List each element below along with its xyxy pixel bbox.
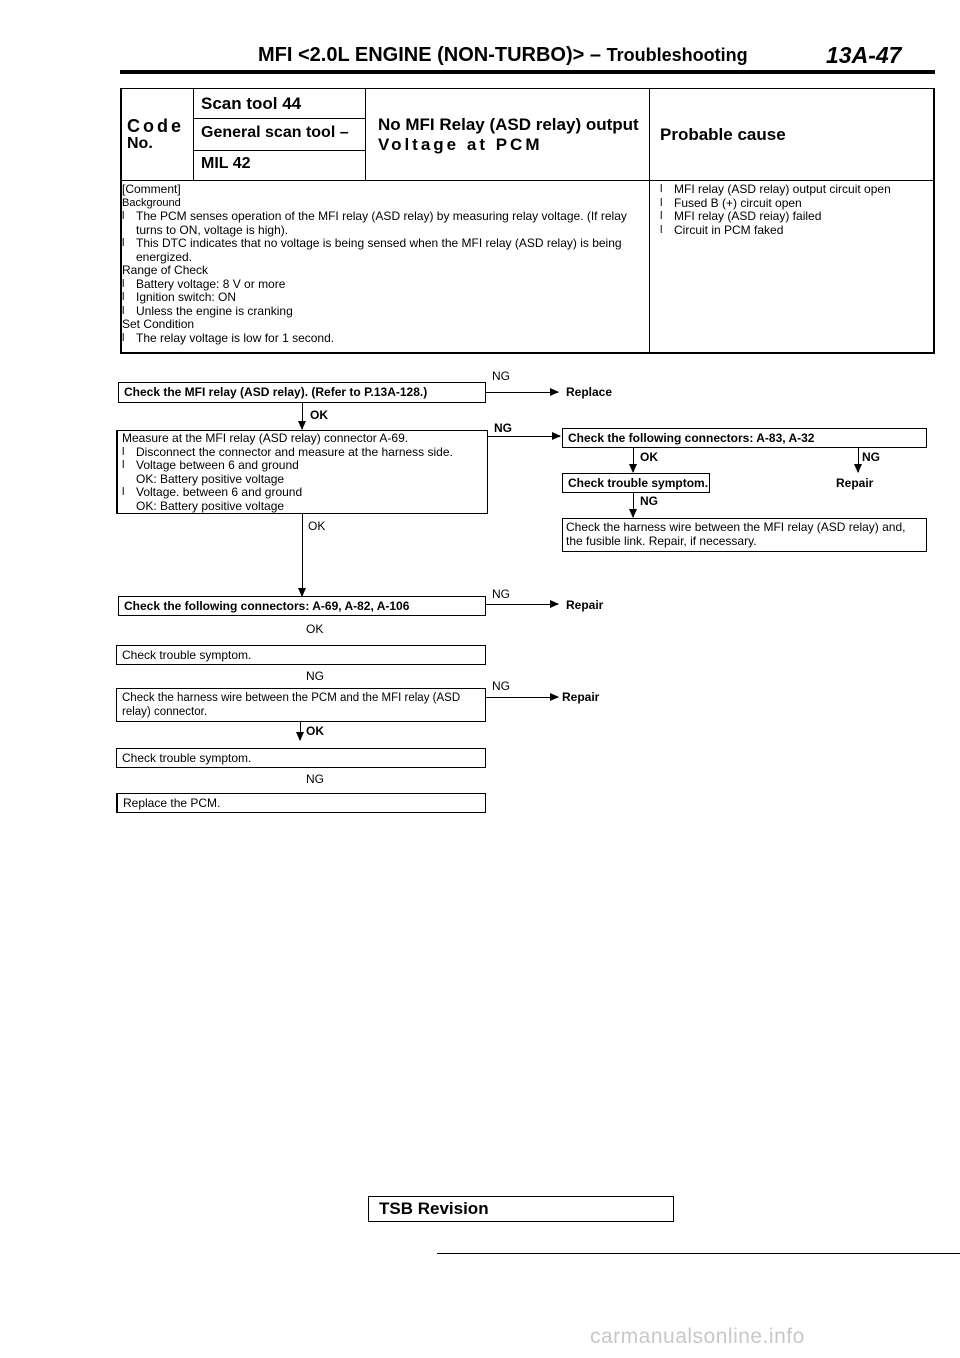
step-check-connectors-a83-a32: Check the following connectors: A-83, A-32 [562,428,927,448]
table-divider [193,150,365,151]
ng-label: NG [494,421,512,435]
table-divider [193,88,194,180]
probable-cause-list [660,183,932,237]
ok-label: OK [640,450,658,464]
step-check-connectors-a69: Check the following connectors: A-69, A-82, A-106 [118,596,486,616]
ng-label: NG [640,494,658,508]
footer-rule [437,1253,960,1254]
ok-condition: OK: Battery positive voltage [136,498,285,513]
range-list [122,278,647,319]
general-scan-tool: General scan tool – [201,124,349,141]
list-item: l Disconnect the connector and measure at the harness side. [122,446,486,460]
ok-arrow [300,722,301,740]
page-title [258,44,748,67]
dtc-description-line2: Voltage at PCM [378,135,543,154]
measure-intro: Measure at the MFI relay (ASD relay) connector A-69. [122,431,409,445]
header-rule [120,70,935,74]
step-check-trouble-symptom: Check trouble symptom. [562,473,710,493]
list-item: l Ignition switch: ON [122,291,647,305]
list-item: l Voltage between 6 and ground [122,459,486,473]
ok-condition: OK: Battery positive voltage [136,471,285,486]
ng-label: NG [492,369,510,383]
list-item: l Battery voltage: 8 V or more [122,278,647,292]
ng-arrow [486,392,558,393]
ok-label: OK [306,622,324,636]
ng-label: NG [306,669,324,683]
ng-arrow [633,493,634,517]
list-item: l Fused B (+) circuit open [660,197,932,211]
ok-label: OK [310,408,328,422]
page-title-prefix: MFI <2.0L ENGINE (NON-TURBO)> – [258,44,602,66]
step-check-trouble-symptom: Check trouble symptom. [116,645,486,665]
no-label: No. [127,135,153,152]
replace-action: Replace [566,385,613,399]
ok-label: OK [306,724,324,738]
ng-arrow [858,448,859,472]
repair-action: Repair [562,690,600,704]
background-list [122,210,647,264]
set-heading: Set Condition [122,317,195,331]
comment-heading: [Comment] [122,182,181,196]
ng-arrow [488,436,560,437]
list-item: l Circuit in PCM faked [660,224,932,238]
harness-pcm-text: Check the harness wire between the PCM and the MFI relay (ASD relay) connector. [122,692,461,718]
ok-arrow [302,514,303,596]
step-check-trouble-symptom: Check trouble symptom. [116,748,486,768]
watermark: carmanualsonline.info [590,1325,805,1348]
list-item: l MFI relay (ASD reiay) failed [660,210,932,224]
code-label: Code [127,116,184,136]
ng-label: NG [306,772,324,786]
ok-arrow [633,448,634,472]
tsb-revision: TSB Revision [368,1196,674,1222]
page-title-suffix: Troubleshooting [606,45,748,65]
list-item: l Unless the engine is cranking [122,305,647,319]
repair-action: Repair [566,598,604,612]
list-item: l The relay voltage is low for 1 second. [122,332,647,346]
probable-cause-heading: Probable cause [660,125,786,144]
ng-arrow [486,604,558,605]
ng-arrow [486,697,558,698]
ng-label: NG [492,587,510,601]
table-divider [120,180,935,181]
scan-tool-code: Scan tool 44 [201,94,302,113]
repair-action: Repair [836,476,874,490]
step-replace-pcm: Replace the PCM. [116,793,486,813]
ng-label: NG [492,679,510,693]
ng-label: NG [862,450,880,464]
ok-arrow [302,403,303,429]
range-heading: Range of Check [122,263,209,277]
mil-code: MIL 42 [201,155,251,172]
comment-section [122,183,647,345]
background-heading: Background [122,196,181,209]
table-divider [193,118,365,119]
table-divider [649,88,650,354]
step-check-mfi-relay: Check the MFI relay (ASD relay). (Refer to P.13A-128.) [118,382,486,403]
ok-label: OK [308,519,326,533]
dtc-description: No MFI Relay (ASD relay) output [378,115,639,134]
page-number: 13A-47 [826,42,902,68]
list-item: l Voltage. between 6 and ground [122,486,486,500]
harness-text: Check the harness wire between the MFI relay (ASD relay) and, the fusible link. Repair, if necessary. [566,520,906,548]
list-item: l The PCM senses operation of the MFI relay (ASD relay) by measuring relay voltage. (If relay turns to ON, voltage is high). [122,210,647,237]
table-divider [365,88,366,180]
list-item: l MFI relay (ASD relay) output circuit open [660,183,932,197]
list-item: l This DTC indicates that no voltage is being sensed when the MFI relay (ASD relay) is being energized. [122,237,647,264]
set-list [122,332,647,346]
measure-text [122,432,486,513]
